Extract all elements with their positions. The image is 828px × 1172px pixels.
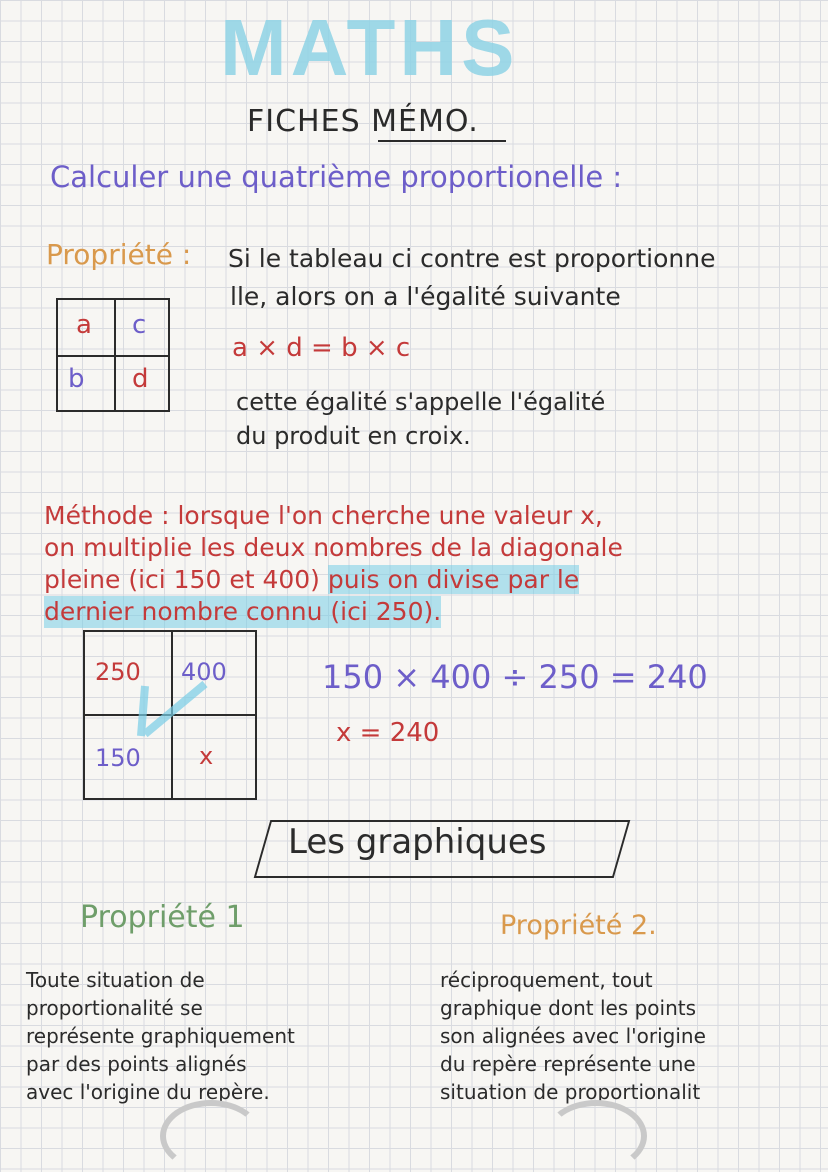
- page-subtitle: FICHES MÉMO.: [247, 104, 479, 139]
- property1-line: par des points alignés: [26, 1052, 247, 1076]
- equation-text-line2: du produit en croix.: [236, 422, 471, 450]
- property2-text: [440, 966, 706, 1106]
- binder-ring-right: [545, 1100, 647, 1172]
- method-line2: on multiplie les deux nombres de la diagonale: [44, 533, 623, 562]
- property1-line: avec l'origine du repère.: [26, 1080, 270, 1104]
- binder-ring-left: [160, 1100, 262, 1172]
- proportion-table-small: [56, 298, 170, 412]
- subtitle-underline: [378, 140, 506, 142]
- property2-label: Propriété 2.: [500, 910, 657, 941]
- method-line3a: pleine (ici 150 et 400): [44, 565, 328, 594]
- diagonal-highlight-icon: [125, 676, 215, 746]
- table-cell-250: 250: [95, 658, 141, 686]
- property2-line: son alignées avec l'origine: [440, 1024, 706, 1048]
- property-text-line2: lle, alors on a l'égalité suivante: [230, 282, 621, 311]
- property2-line: réciproquement, tout: [440, 968, 653, 992]
- method-paragraph: [44, 500, 623, 628]
- table-cell-150: 150: [95, 744, 141, 772]
- property1-line: représente graphiquement: [26, 1024, 295, 1048]
- table-divider-horizontal: [58, 355, 168, 357]
- method-line3: [44, 564, 623, 596]
- property2-line: graphique dont les points: [440, 996, 697, 1020]
- property2-line: situation de proportionalit: [440, 1080, 701, 1104]
- property-label: Propriété :: [46, 238, 192, 271]
- calculation: 150 × 400 ÷ 250 = 240: [322, 658, 708, 696]
- page-title: MATHS: [220, 3, 519, 92]
- property-text-line1: Si le tableau ci contre est proportionne: [228, 244, 716, 273]
- property1-line: proportionalité se: [26, 996, 203, 1020]
- section1-heading: Calculer une quatrième proportionelle :: [50, 160, 623, 194]
- table-cell-c: c: [132, 310, 147, 340]
- table-cell-x: x: [199, 742, 214, 770]
- cross-product-equation: a × d = b × c: [232, 333, 411, 363]
- equation-description: [236, 385, 605, 453]
- method-line4: dernier nombre connu (ici 250).: [44, 597, 442, 626]
- property-text: [228, 240, 715, 316]
- table-cell-a: a: [76, 310, 92, 340]
- proportion-table-big: [83, 630, 257, 800]
- method-line3b: puis on divise par le: [327, 565, 580, 594]
- property1-label: Propriété 1: [80, 900, 245, 935]
- result: x = 240: [336, 718, 440, 748]
- equation-text-line1: cette égalité s'appelle l'égalité: [236, 388, 606, 416]
- method-line1: Méthode : lorsque l'on cherche une valeur x,: [44, 501, 603, 530]
- property2-line: du repère représente une: [440, 1052, 696, 1076]
- property1-text: [26, 966, 295, 1106]
- table-cell-b: b: [68, 364, 85, 394]
- property1-line: Toute situation de: [26, 968, 205, 992]
- table-cell-400: 400: [181, 658, 227, 686]
- table-cell-d: d: [132, 364, 149, 394]
- section2-heading: Les graphiques: [288, 822, 547, 862]
